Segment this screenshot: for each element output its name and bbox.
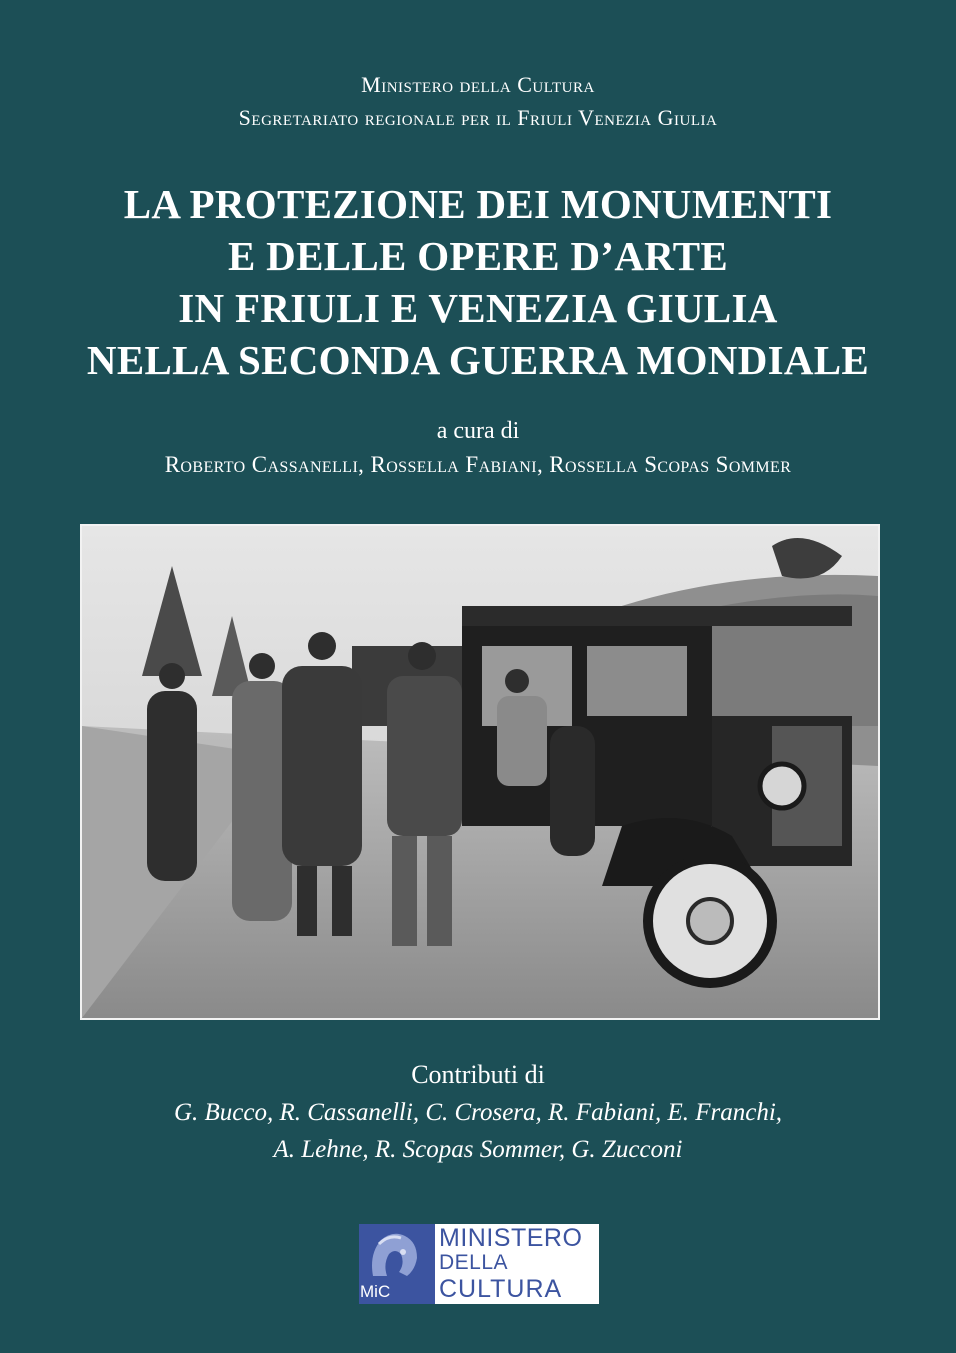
contributors-line-1: G. Bucco, R. Cassanelli, C. Crosera, R. Fabiani, E. Franchi, (173, 1099, 783, 1126)
logo-line-2: DELLA (439, 1251, 509, 1274)
contributors-line-2: A. Lehne, R. Scopas Sommer, G. Zucconi (273, 1136, 683, 1163)
title-line-1: LA PROTEZIONE DEI MONUMENTI (123, 181, 833, 227)
statue-head-icon (359, 1224, 435, 1284)
publisher-header (0, 68, 956, 134)
contributors-list (0, 1094, 956, 1168)
contributors-intro: Contributi di (411, 1060, 545, 1089)
historic-photo-icon (82, 526, 878, 1018)
book-title (0, 178, 956, 386)
title-line-2: E DELLE OPERE D’ARTE (227, 233, 729, 279)
title-line-4: NELLA SECONDA GUERRA MONDIALE (86, 337, 870, 383)
logo-wordmark (435, 1224, 599, 1304)
ministry-name: Ministero della Cultura (361, 72, 595, 97)
secretariat-name: Segretariato regionale per il Friuli Venezia Giulia (238, 105, 718, 130)
logo-line-1: MINISTERO (439, 1224, 583, 1252)
curators-intro: a cura di (436, 418, 520, 444)
mic-badge: MiC (360, 1282, 391, 1301)
curators-names: Roberto Cassanelli, Rossella Fabiani, Rossella Scopas Sommer (164, 452, 792, 477)
ministry-emblem-icon (359, 1224, 435, 1304)
logo-line-3: CULTURA (439, 1275, 563, 1303)
title-line-3: IN FRIULI E VENEZIA GIULIA (178, 285, 778, 331)
ministry-logo (359, 1224, 599, 1304)
cover-photo (80, 524, 880, 1020)
